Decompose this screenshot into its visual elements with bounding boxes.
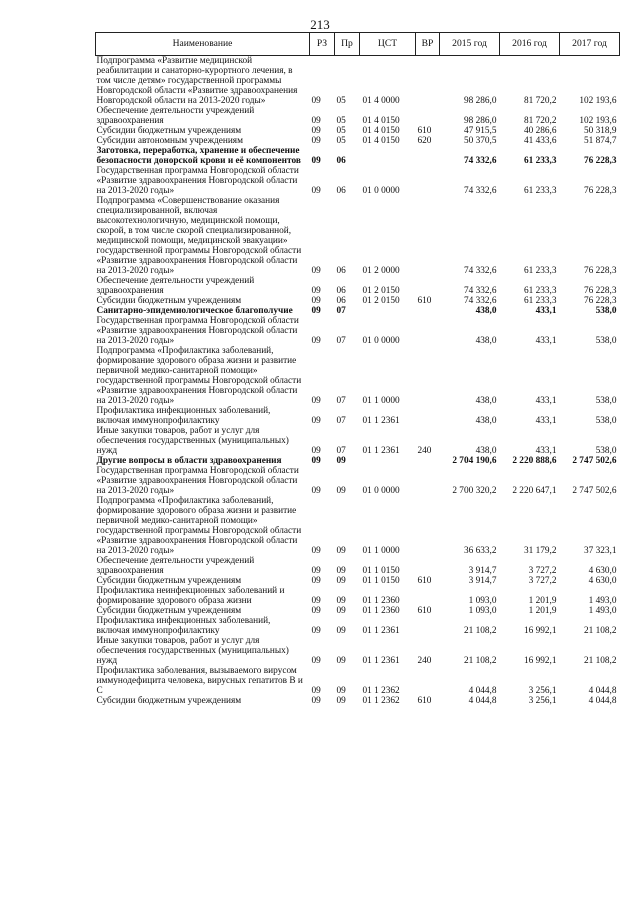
cell-2015: 438,0	[475, 306, 497, 316]
cell-name: Субсидии бюджетным учреждениям	[96, 126, 242, 136]
cell-cst	[360, 146, 416, 166]
cell-name: Профилактика инфекционных заболеваний, включая иммунопрофилактику	[96, 616, 271, 636]
cell-cst: 01 4 0150	[362, 126, 400, 136]
cell-2016: 81 720,2	[523, 116, 557, 126]
cell-2016: 61 233,3	[523, 186, 557, 196]
table-body	[96, 56, 620, 707]
cell-name: Субсидии бюджетным учреждениям	[96, 606, 242, 616]
cell-pr: 09	[336, 626, 346, 636]
cell-vr	[416, 316, 440, 346]
cell-vr	[416, 556, 440, 576]
cell-2016: 433,1	[535, 396, 557, 406]
cell-cst: 01 1 2361	[362, 626, 400, 636]
cell-rz: 09	[311, 96, 321, 106]
cell-vr: 610	[417, 126, 432, 136]
cell-2016: 3 727,2	[528, 576, 557, 586]
table-row	[96, 616, 620, 636]
cell-name: Обеспечение деятельности учреждений здравоохранения	[96, 556, 255, 576]
cell-pr: 06	[336, 186, 346, 196]
cell-2017: 538,0	[595, 306, 617, 316]
cell-cst: 01 2 0150	[362, 286, 400, 296]
cell-vr: 240	[417, 656, 432, 666]
cell-2017: 1 493,0	[588, 596, 617, 606]
cell-rz: 09	[311, 306, 321, 316]
cell-cst: 01 2 0000	[362, 266, 400, 276]
cell-2015: 74 332,6	[463, 266, 497, 276]
cell-2015: 438,0	[475, 416, 497, 426]
cell-2016: 31 179,2	[523, 546, 557, 556]
cell-2015: 21 108,2	[463, 656, 497, 666]
cell-pr: 06	[336, 156, 346, 166]
cell-2017: 50 318,9	[583, 126, 617, 136]
cell-cst	[360, 456, 416, 466]
cell-cst: 01 0 0000	[362, 336, 400, 346]
cell-name: Подпрограмма «Профилактика заболеваний, формирование здорового образа жизни и развитие первичной медико-санитарной помощи» государственной программы Новгородской области «Развитие здравоохранения Новгородской области на 2013-2020 годы»	[96, 346, 302, 406]
header-vr: ВР	[416, 33, 440, 56]
cell-rz: 09	[311, 626, 321, 636]
cell-vr	[416, 346, 440, 406]
cell-rz: 09	[311, 566, 321, 576]
table-row	[96, 196, 620, 276]
cell-vr: 610	[417, 296, 432, 306]
cell-2015: 21 108,2	[463, 626, 497, 636]
cell-rz: 09	[311, 606, 321, 616]
cell-2015: 4 044,8	[468, 696, 497, 706]
cell-vr	[416, 56, 440, 107]
cell-pr: 06	[336, 266, 346, 276]
cell-name: Профилактика инфекционных заболеваний, включая иммунопрофилактику	[96, 406, 271, 426]
cell-vr: 610	[417, 576, 432, 586]
cell-2016: 61 233,3	[523, 286, 557, 296]
cell-cst: 01 1 2361	[362, 656, 400, 666]
cell-2015: 1 093,0	[468, 606, 497, 616]
cell-pr: 07	[336, 336, 346, 346]
cell-vr	[416, 616, 440, 636]
cell-2016: 3 256,1	[528, 696, 557, 706]
cell-name: Субсидии бюджетным учреждениям	[96, 696, 242, 706]
cell-cst: 01 4 0000	[362, 96, 400, 106]
cell-rz: 09	[311, 446, 321, 456]
cell-vr	[416, 406, 440, 426]
cell-cst	[360, 306, 416, 316]
cell-pr: 09	[336, 546, 346, 556]
cell-pr: 09	[336, 696, 346, 706]
cell-rz: 09	[311, 486, 321, 496]
table-row	[96, 146, 620, 166]
cell-2015: 74 332,6	[463, 186, 497, 196]
cell-2016: 3 727,2	[528, 566, 557, 576]
cell-rz: 09	[311, 156, 321, 166]
cell-rz: 09	[311, 656, 321, 666]
cell-2017: 4 630,0	[588, 576, 617, 586]
table-row	[96, 606, 620, 616]
cell-pr: 05	[336, 116, 346, 126]
cell-2015: 74 332,6	[463, 156, 497, 166]
cell-2016: 16 992,1	[523, 626, 557, 636]
cell-vr: 610	[417, 606, 432, 616]
cell-vr	[416, 146, 440, 166]
cell-2016: 433,1	[535, 446, 557, 456]
cell-cst: 01 2 0150	[362, 296, 400, 306]
cell-vr	[416, 306, 440, 316]
cell-2017: 4 630,0	[588, 566, 617, 576]
cell-2017: 538,0	[595, 396, 617, 406]
cell-2015: 74 332,6	[463, 296, 497, 306]
cell-vr	[416, 276, 440, 296]
cell-pr: 09	[336, 486, 346, 496]
cell-name: Подпрограмма «Развитие медицинской реабилитации и санаторно-курортного лечения, в том числе детям» государственной программы Новгородской области «Развитие здравоохранения Новгородской области на 2013-2020 годы»	[96, 56, 298, 106]
table-row	[96, 106, 620, 126]
cell-cst: 01 1 2362	[362, 686, 400, 696]
cell-2015: 74 332,6	[463, 286, 497, 296]
header-cst: ЦСТ	[360, 33, 416, 56]
cell-pr: 09	[336, 606, 346, 616]
table-row	[96, 576, 620, 586]
budget-table	[95, 32, 620, 706]
table-row	[96, 636, 620, 666]
cell-2017: 538,0	[595, 446, 617, 456]
cell-2016: 41 433,6	[523, 136, 557, 146]
table-row	[96, 466, 620, 496]
cell-2015: 2 704 190,6	[452, 456, 497, 466]
cell-2015: 98 286,0	[463, 96, 497, 106]
table-row	[96, 696, 620, 706]
cell-pr: 09	[336, 686, 346, 696]
cell-2015: 47 915,5	[463, 126, 497, 136]
header-2016: 2016 год	[500, 33, 560, 56]
header-2017: 2017 год	[560, 33, 620, 56]
cell-name: Подпрограмма «Профилактика заболеваний, формирование здорового образа жизни и развитие первичной медико-санитарной помощи» государственной программы Новгородской области «Развитие здравоохранения Новгородской области на 2013-2020 годы»	[96, 496, 302, 556]
cell-2017: 538,0	[595, 336, 617, 346]
cell-2017: 21 108,2	[583, 656, 617, 666]
table-row	[96, 166, 620, 196]
cell-2016: 1 201,9	[528, 606, 557, 616]
cell-cst: 01 1 2360	[362, 606, 400, 616]
cell-2017: 2 747 502,6	[572, 456, 617, 466]
header-rz: РЗ	[310, 33, 335, 56]
cell-2016: 61 233,3	[523, 296, 557, 306]
cell-rz: 09	[311, 296, 321, 306]
cell-rz: 09	[311, 456, 321, 466]
cell-2017: 4 044,8	[588, 696, 617, 706]
table-row	[96, 346, 620, 406]
cell-2015: 3 914,7	[468, 566, 497, 576]
cell-pr: 09	[336, 656, 346, 666]
cell-vr	[416, 456, 440, 466]
table-row	[96, 56, 620, 107]
cell-pr: 07	[336, 396, 346, 406]
cell-2017: 51 874,7	[583, 136, 617, 146]
cell-name: Обеспечение деятельности учреждений здравоохранения	[96, 276, 255, 296]
cell-pr: 05	[336, 96, 346, 106]
cell-vr	[416, 666, 440, 696]
cell-2017: 21 108,2	[583, 626, 617, 636]
cell-rz: 09	[311, 416, 321, 426]
cell-2015: 2 700 320,2	[452, 486, 497, 496]
cell-rz: 09	[311, 596, 321, 606]
cell-pr: 07	[336, 416, 346, 426]
table-row	[96, 586, 620, 606]
cell-cst: 01 1 2361	[362, 446, 400, 456]
cell-cst: 01 1 0150	[362, 576, 400, 586]
cell-2017: 102 193,6	[579, 96, 617, 106]
cell-cst: 01 1 2362	[362, 696, 400, 706]
cell-name: Подпрограмма «Совершенствование оказания специализированной, включая высокотехнологичную, медицинской помощи, скорой, в том числе скорой специализированной, медицинской помощи, медицинской эвакуации» государственной программы Новгородской области «Развитие здравоохранения Новгородской области на 2013-2020 годы»	[96, 196, 302, 276]
cell-vr: 240	[417, 446, 432, 456]
cell-name: Заготовка, переработка, хранение и обеспечение безопасности донорской крови и её компонентов	[96, 146, 301, 166]
cell-2015: 1 093,0	[468, 596, 497, 606]
table-row	[96, 316, 620, 346]
cell-name: Государственная программа Новгородской области «Развитие здравоохранения Новгородской области на 2013-2020 годы»	[96, 466, 299, 496]
cell-2016: 433,1	[535, 416, 557, 426]
cell-name: Обеспечение деятельности учреждений здравоохранения	[96, 106, 255, 126]
cell-rz: 09	[311, 696, 321, 706]
cell-2016: 40 286,6	[523, 126, 557, 136]
cell-cst: 01 4 0150	[362, 116, 400, 126]
cell-2017: 76 228,3	[583, 186, 617, 196]
cell-vr: 610	[417, 696, 432, 706]
table-row	[96, 306, 620, 316]
cell-cst: 01 1 2360	[362, 596, 400, 606]
cell-2017: 76 228,3	[583, 296, 617, 306]
cell-vr	[416, 106, 440, 126]
cell-name: Государственная программа Новгородской области «Развитие здравоохранения Новгородской области на 2013-2020 годы»	[96, 166, 299, 196]
cell-2016: 61 233,3	[523, 266, 557, 276]
table-row	[96, 666, 620, 696]
cell-pr: 07	[336, 306, 346, 316]
cell-2017: 4 044,8	[588, 686, 617, 696]
table-row	[96, 136, 620, 146]
cell-vr: 620	[417, 136, 432, 146]
cell-2016: 81 720,2	[523, 96, 557, 106]
table-row	[96, 426, 620, 456]
table-row	[96, 456, 620, 466]
cell-rz: 09	[311, 286, 321, 296]
cell-name: Профилактика заболевания, вызываемого вирусом иммунодефицита человека, вирусных гепатитов В и С	[96, 666, 303, 696]
cell-rz: 09	[311, 136, 321, 146]
cell-cst: 01 0 0000	[362, 486, 400, 496]
cell-name: Субсидии автономным учреждениям	[96, 136, 243, 146]
cell-name: Профилактика неинфекционных заболеваний и формирование здорового образа жизни	[96, 586, 285, 606]
cell-vr	[416, 196, 440, 276]
cell-vr	[416, 466, 440, 496]
cell-pr: 09	[336, 566, 346, 576]
cell-2017: 1 493,0	[588, 606, 617, 616]
cell-rz: 09	[311, 186, 321, 196]
cell-vr	[416, 586, 440, 606]
cell-2015: 438,0	[475, 396, 497, 406]
table-row	[96, 556, 620, 576]
cell-pr: 09	[336, 596, 346, 606]
cell-rz: 09	[311, 126, 321, 136]
cell-cst: 01 1 0000	[362, 546, 400, 556]
cell-2016: 433,1	[535, 306, 557, 316]
cell-rz: 09	[311, 336, 321, 346]
table-row	[96, 496, 620, 556]
cell-cst: 01 1 0000	[362, 396, 400, 406]
cell-name: Санитарно-эпидемиологическое благополучие	[96, 306, 293, 316]
cell-pr: 05	[336, 126, 346, 136]
table-row	[96, 126, 620, 136]
cell-2017: 76 228,3	[583, 266, 617, 276]
cell-rz: 09	[311, 576, 321, 586]
cell-2015: 3 914,7	[468, 576, 497, 586]
cell-2017: 37 323,1	[583, 546, 617, 556]
cell-pr: 06	[336, 286, 346, 296]
header-2015: 2015 год	[440, 33, 500, 56]
cell-name: Субсидии бюджетным учреждениям	[96, 576, 242, 586]
cell-rz: 09	[311, 266, 321, 276]
cell-name: Субсидии бюджетным учреждениям	[96, 296, 242, 306]
cell-rz: 09	[311, 686, 321, 696]
cell-2015: 438,0	[475, 336, 497, 346]
cell-pr: 06	[336, 296, 346, 306]
cell-2016: 3 256,1	[528, 686, 557, 696]
header-name: Наименование	[96, 33, 310, 56]
cell-cst: 01 0 0000	[362, 186, 400, 196]
table-header	[96, 33, 620, 56]
cell-vr	[416, 496, 440, 556]
cell-2015: 36 633,2	[463, 546, 497, 556]
cell-2015: 98 286,0	[463, 116, 497, 126]
page-number: 213	[310, 17, 330, 32]
cell-2017: 538,0	[595, 416, 617, 426]
header-pr: Пр	[335, 33, 360, 56]
cell-pr: 09	[336, 456, 346, 466]
cell-2016: 1 201,9	[528, 596, 557, 606]
table-row	[96, 406, 620, 426]
cell-name: Государственная программа Новгородской области «Развитие здравоохранения Новгородской области на 2013-2020 годы»	[96, 316, 299, 346]
cell-pr: 05	[336, 136, 346, 146]
cell-pr: 07	[336, 446, 346, 456]
cell-rz: 09	[311, 546, 321, 556]
cell-cst: 01 1 0150	[362, 566, 400, 576]
cell-2016: 2 220 647,1	[512, 486, 557, 496]
cell-name: Другие вопросы в области здравоохранения	[96, 456, 282, 466]
table-row	[96, 276, 620, 296]
cell-2017: 2 747 502,6	[572, 486, 617, 496]
cell-2017: 102 193,6	[579, 116, 617, 126]
cell-2016: 2 220 888,6	[512, 456, 557, 466]
cell-2016: 16 992,1	[523, 656, 557, 666]
cell-vr	[416, 166, 440, 196]
cell-rz: 09	[311, 396, 321, 406]
cell-cst: 01 4 0150	[362, 136, 400, 146]
cell-pr: 09	[336, 576, 346, 586]
cell-2015: 4 044,8	[468, 686, 497, 696]
cell-cst: 01 1 2361	[362, 416, 400, 426]
cell-2017: 76 228,3	[583, 156, 617, 166]
cell-2016: 433,1	[535, 336, 557, 346]
cell-2016: 61 233,3	[523, 156, 557, 166]
table-row	[96, 296, 620, 306]
cell-rz: 09	[311, 116, 321, 126]
cell-name: Иные закупки товаров, работ и услуг для обеспечения государственных (муниципальных) нужд	[96, 636, 289, 666]
cell-2015: 438,0	[475, 446, 497, 456]
cell-2017: 76 228,3	[583, 286, 617, 296]
cell-name: Иные закупки товаров, работ и услуг для обеспечения государственных (муниципальных) нужд	[96, 426, 289, 456]
cell-2015: 50 370,5	[463, 136, 497, 146]
